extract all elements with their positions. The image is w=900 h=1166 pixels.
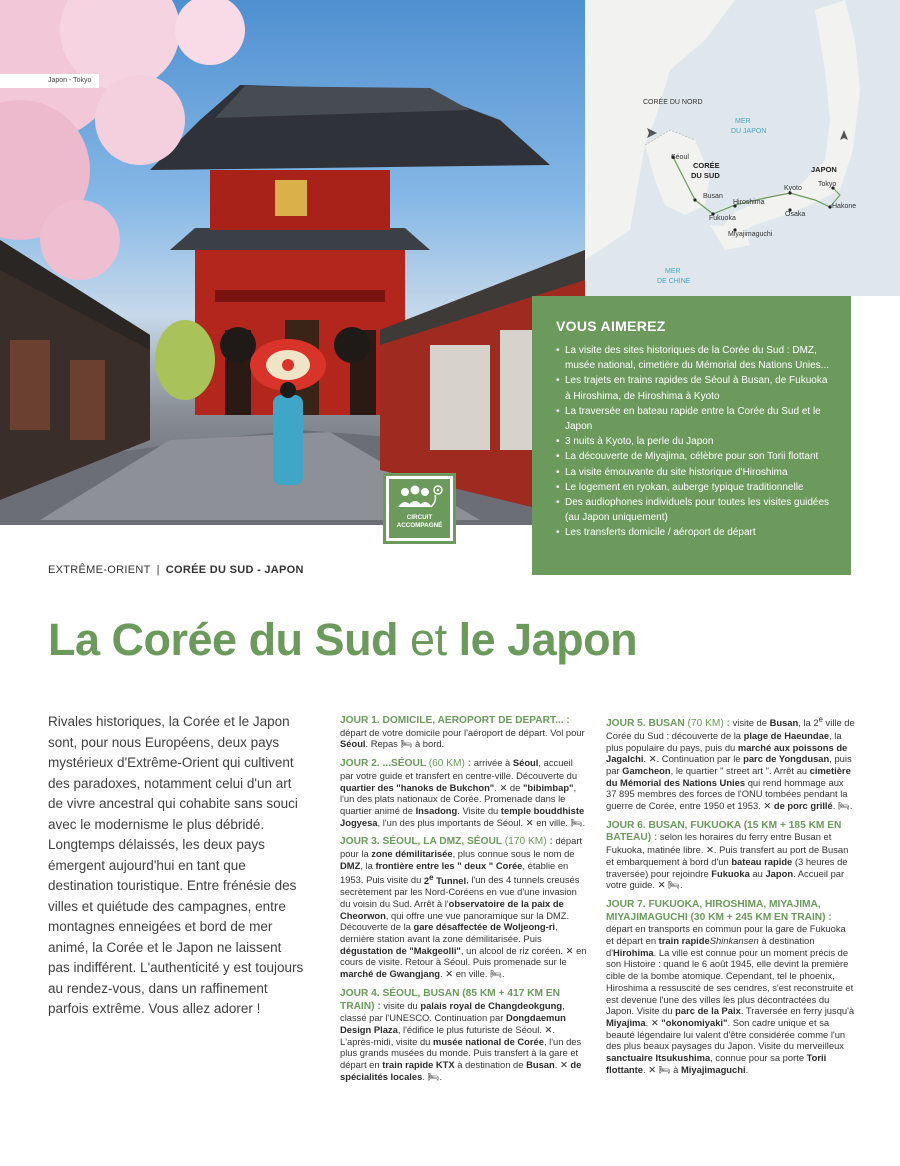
itinerary-day-1: JOUR 1. DOMICILE, AEROPORT DE DEPART... : départ de votre domicile pour l'aéroport de départ. Vol pour Séoul. Repas 🛏 à bord. <box>340 715 585 750</box>
page-title <box>48 614 637 666</box>
badge-line-2: ACCOMPAGNÉ <box>396 522 443 529</box>
title-part-3: le Japon <box>458 614 638 665</box>
group-people-icon <box>393 483 447 513</box>
highlight-item: • La visite émouvante du site historique d'Hiroshima <box>556 465 835 480</box>
breadcrumb-region: EXTRÊME-ORIENT <box>48 564 151 576</box>
badge-line-1: CIRCUIT <box>406 514 433 521</box>
map-label-kyoto: Kyoto <box>784 185 802 192</box>
map-label-mer-japon-1: MER <box>735 118 751 125</box>
map-label-hiroshima: Hiroshima <box>733 199 765 206</box>
highlight-item: • Les trajets en trains rapides de Séoul à Busan, de Fukuoka à Hiroshima, de Hiroshima à Kyoto <box>556 373 835 403</box>
highlight-item: • Les transferts domicile / aéroport de départ <box>556 525 835 540</box>
map-label-japon: JAPON <box>811 165 837 174</box>
map-label-coree-sud-1: CORÉE <box>693 161 720 170</box>
map-label-miyajimaguchi: Miyajimaguchi <box>728 231 773 238</box>
map-label-mer-japon-2: DU JAPON <box>731 128 767 135</box>
map-shapes <box>585 0 900 296</box>
itinerary-day-2: JOUR 2. ...SÉOUL (60 KM) : arrivée à Séoul, accueil par votre guide et transfert en centre-ville. Découverte du quartier des "hanoks de Bukchon". ✕ de "bibimbap", l'un des plats nationaux de Corée. Promenade dans le quartier animé de Insadong. Visite du temple bouddhiste Jogyesa, l'un des plus importants de Séoul. ✕ en ville. 🛏. <box>340 757 586 828</box>
map-label-fukuoka: Fukuoka <box>709 215 736 222</box>
itinerary-day-3: JOUR 3. SÉOUL, LA DMZ, SÉOUL (170 KM) : départ pour la zone démilitarisée, plus connue sous le nom de DMZ, la frontière entre les " deux " Corée, établie en 1953. Puis visite du 2e Tunnel, l'un des 4 tunnels creusés secrètement par les Nord-Coréens en vue d'une invasion du voisin du Sud. Arrêt à l'observatoire de la paix de Cheorwon, qui offre une vue panoramique sur la DMZ. Découverte de la gare désaffectée de Woljeong-ri, dernière station avant la zone démilitarisée. Puis dégustation de "Makgeolli", un alcool de riz coréen. ✕ en cours de visite. Retour à Séoul. Puis promenade sur le marché de Gwangjang. ✕ en ville. 🛏. <box>340 835 587 980</box>
highlight-item: • Des audiophones individuels pour toutes les visites guidées (au Japon uniquement) <box>556 495 835 525</box>
highlight-item: • La découverte de Miyajima, célèbre pour son Torii flottant <box>556 449 835 464</box>
circuit-badge <box>383 473 456 544</box>
map-label-mer-chine-2: DE CHINE <box>657 278 691 285</box>
breadcrumb-destination: CORÉE DU SUD - JAPON <box>165 564 304 576</box>
breadcrumb-separator: | <box>156 564 160 576</box>
map-label-tokyo: Tokyo <box>818 181 837 188</box>
hero-photo <box>0 0 585 525</box>
route-map <box>585 0 900 296</box>
breadcrumb <box>48 564 304 576</box>
highlight-item: • Le logement en ryokan, auberge typique traditionnelle <box>556 480 835 495</box>
map-label-osaka: Osaka <box>785 211 806 218</box>
itinerary-day-7: JOUR 7. FUKUOKA, HIROSHIMA, MIYAJIMA, MIYAJIMAGUCHI (30 KM + 245 KM EN TRAIN) : départ en transports en commun pour la gare de Fukuoka et départ en train rapideShinkansen à destination d'Hirohima. La ville est connue pour un moment précis de son Histoire : quand le 6 août 1945, elle devint la première cible de la bombe atomique. Cependant, tel le phoenix, Hiroshima a ressuscité de ses cendres, s'est reconstruite et est devenue l'une des villes les plus décontractées du Japon. Visite du parc de la Paix. Traversée en ferry jusqu'à Miyajima. ✕ "okonomiyaki". Son cadre unique et sa beauté légendaire lui valent d'être considérée comme l'un des plus beaux paysages du Japon. Visite du merveilleux sanctuaire Itsukushima, connue pour sa porte Torii flottante. ✕ 🛏 à Miyajimaguchi. <box>606 898 855 1075</box>
itinerary-column-2 <box>606 714 856 1083</box>
circuit-badge-inner <box>389 479 450 538</box>
itinerary-day-6: JOUR 6. BUSAN, FUKUOKA (15 KM + 185 KM EN BATEAU) : selon les horaires du ferry entre Busan et Fukuoka, matinée libre. ✕. Puis transfert au port de Busan et embarquement à bord d'un bateau rapide (3 heures de traversée) pour rejoindre Fukuoka au Japon. Accueil par votre guide. ✕ 🛏. <box>606 819 849 891</box>
highlight-item: • La visite des sites historiques de la Corée du Sud : DMZ, musée national, cimetière du Mémorial des Nations Unies... <box>556 343 835 373</box>
map-label-mer-chine-1: MER <box>665 268 681 275</box>
highlights-panel <box>532 296 851 575</box>
highlights-title: VOUS AIMEREZ <box>556 318 666 334</box>
map-label-coree-sud-2: DU SUD <box>691 171 720 180</box>
highlight-item: • 3 nuits à Kyoto, la perle du Japon <box>556 434 835 449</box>
title-part-2: et <box>398 614 459 665</box>
highlights-list <box>556 343 835 541</box>
itinerary-day-5: JOUR 5. BUSAN (70 KM) : visite de Busan, la 2e ville de Corée du Sud : découverte de la plage de Haeundae, la plus populaire du pays, puis du marché aux poissons de Jagalchi. ✕. Continuation par le parc de Yongdusan, puis par Gamcheon, le quartier " street art ". Arrêt au cimetière du Mémorial des Nations Unies qui rend hommage aux 37 895 membres des forces de l'ONU tombées pendant la guerre de Corée, entre 1950 et 1953. ✕ de porc grillé. 🛏. <box>606 715 855 812</box>
itinerary-column-1 <box>340 714 588 1090</box>
map-label-seoul: Séoul <box>671 154 689 161</box>
itinerary-day-4: JOUR 4. SÉOUL, BUSAN (85 KM + 417 KM EN TRAIN) : visite du palais royal de Changdeokgung, classé par l'UNESCO. Continuation par Dongdaemun Design Plaza, l'édifice le plus futuriste de Séoul. ✕. L'après-midi, visite du musée national de Corée, l'un des plus grands musées du monde. Puis transfert à la gare et départ en train rapide KTX à destination de Busan. ✕ de spécialités locales. 🛏. <box>340 987 582 1082</box>
map-label-busan: Busan <box>703 193 723 200</box>
map-label-coree-nord: CORÉE DU NORD <box>643 99 703 106</box>
photo-caption: Japon - Tokyo <box>0 74 99 88</box>
intro-text: Rivales historiques, la Corée et le Japon sont, pour nous Européens, deux pays mystérieux d'Extrême-Orient qui cultivent des paradoxes, notamment celui d'un art de vivre ancestral qui cohabite sans souci avec le modernisme le plus débridé. Longtemps délaissés, les deux pays émergent aujourd'hui en tant que destination touristique. Entre frénésie des villes et quiétude des campagnes, entre montagnes enneigées et bord de mer animé, la Corée et le Japon ne laissent pas indifférent. L'authenticité y est toujours au rendez-vous, dans un raffinement parfois extrême. Vous allez adorer ! <box>48 714 304 1016</box>
map-label-hakone: Hakone <box>832 203 857 210</box>
highlight-item: • La traversée en bateau rapide entre la Corée du Sud et le Japon <box>556 404 835 434</box>
title-part-1: La Corée du Sud <box>48 614 399 665</box>
